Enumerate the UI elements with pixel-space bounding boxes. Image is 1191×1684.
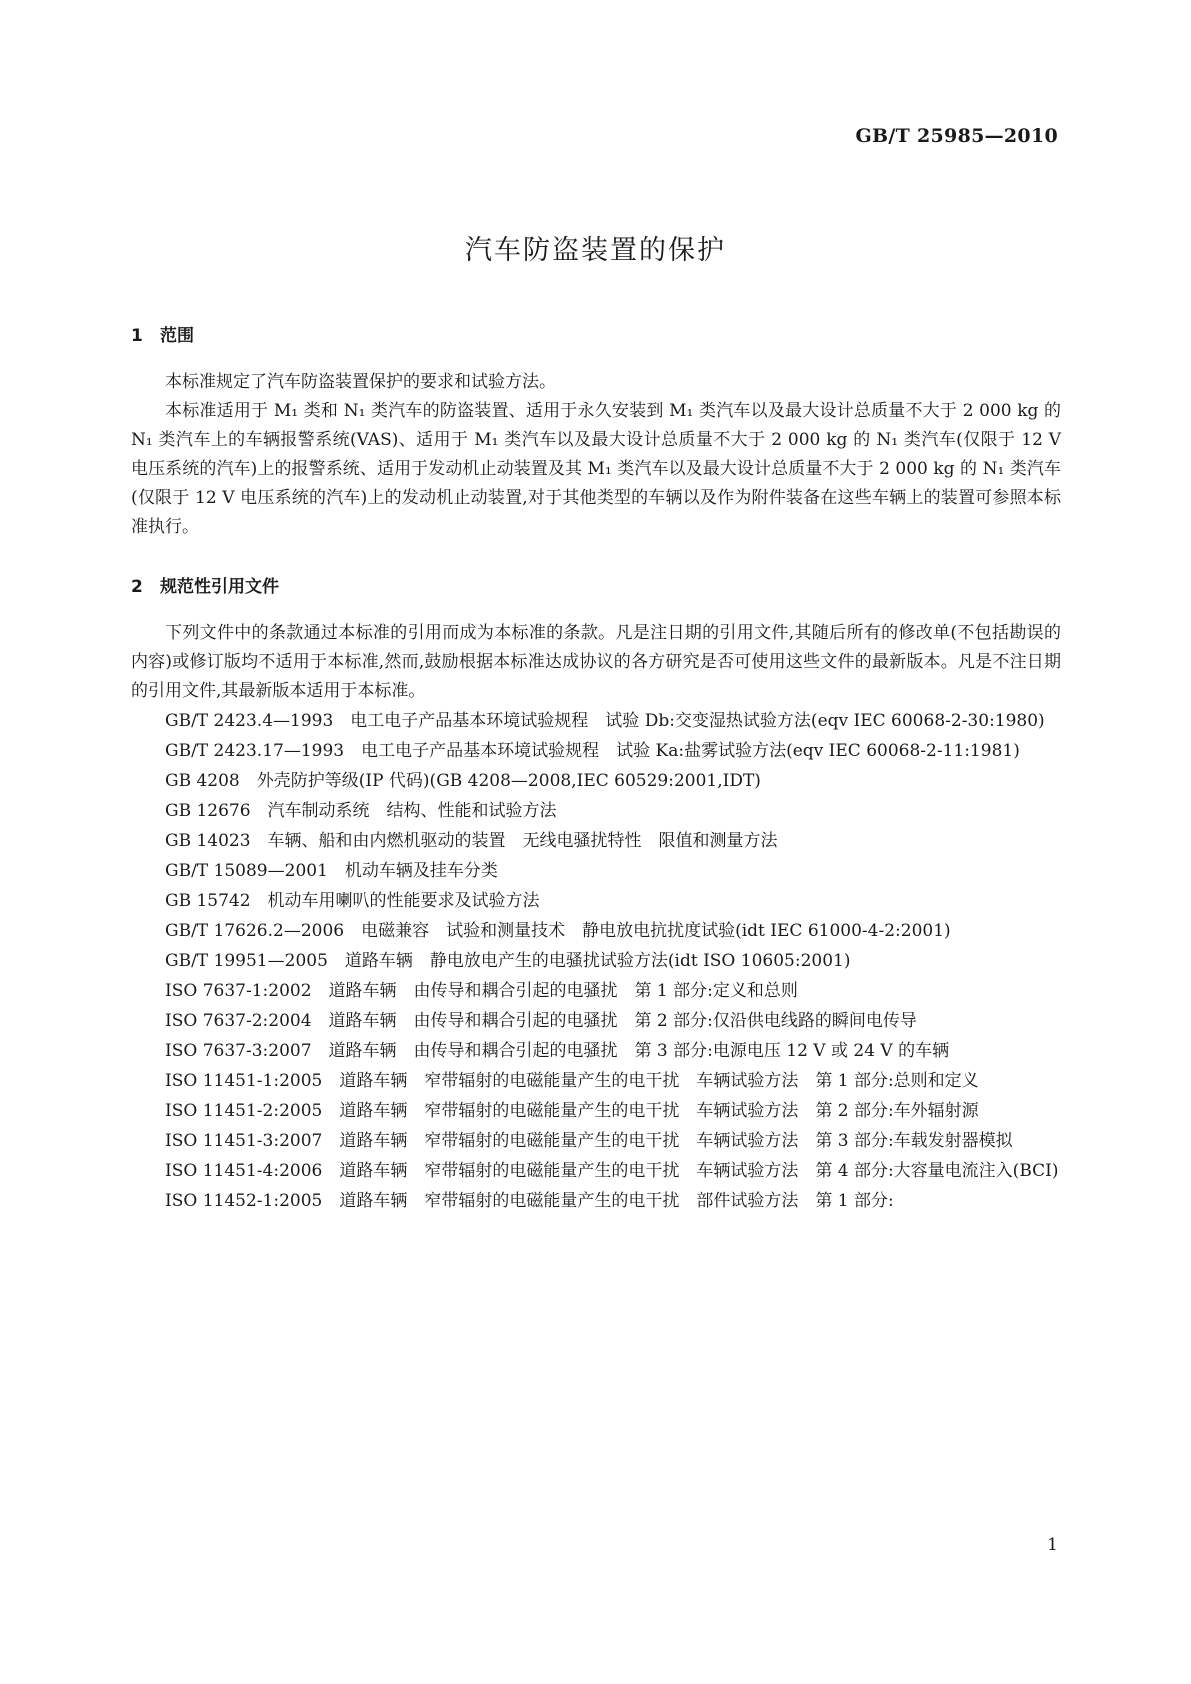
reference-item: GB/T 2423.17—1993 电工电子产品基本环境试验规程 试验 Ka:盐雾试验方法(eqv IEC 60068-2-11:1981) <box>165 741 1020 761</box>
reference-item: ISO 11451-4:2006 道路车辆 窄带辐射的电磁能量产生的电干扰 车辆试验方法 第 4 部分:大容量电流注入(BCI) <box>165 1161 1059 1181</box>
section-normative-references <box>131 573 1061 1216</box>
section-title: 规范性引用文件 <box>160 577 279 597</box>
reference-item: ISO 7637-3:2007 道路车辆 由传导和耦合引起的电骚扰 第 3 部分:电源电压 12 V 或 24 V 的车辆 <box>165 1041 950 1061</box>
page-number: 1 <box>1047 1535 1058 1555</box>
reference-item: GB/T 19951—2005 道路车辆 静电放电产生的电骚扰试验方法(idt ISO 10605:2001) <box>165 951 851 971</box>
paragraph: 本标准适用于 M₁ 类和 N₁ 类汽车的防盗装置、适用于永久安装到 M₁ 类汽车以及最大设计总质量不大于 2 000 kg 的 N₁ 类汽车上的车辆报警系统(VAS)、适用于 M₁ 类汽车以及最大设计总质量不大于 2 000 kg 的 N₁ 类汽车(仅限于 12 V 电压系统的汽车)上的报警系统、适用于发动机止动装置及其 M₁ 类汽车以及最大设计总质量不大于 2 000 kg 的 N₁ 类汽车(仅限于 12 V 电压系统的汽车)上的发动机止动装置,对于其他类型的车辆以及作为附件装备在这些车辆上的装置可参照本标准执行。 <box>131 401 1061 537</box>
section-number: 2 <box>131 577 143 597</box>
section-title: 范围 <box>160 326 194 346</box>
reference-item: GB 12676 汽车制动系统 结构、性能和试验方法 <box>165 801 557 821</box>
standard-code: GB/T 25985—2010 <box>855 125 1058 147</box>
reference-item: GB 4208 外壳防护等级(IP 代码)(GB 4208—2008,IEC 60529:2001,IDT) <box>165 771 761 791</box>
section-heading <box>131 322 1061 351</box>
reference-item: ISO 7637-2:2004 道路车辆 由传导和耦合引起的电骚扰 第 2 部分:仅沿供电线路的瞬间电传导 <box>165 1011 917 1031</box>
paragraph: 本标准规定了汽车防盗装置保护的要求和试验方法。 <box>165 372 556 392</box>
reference-item: ISO 7637-1:2002 道路车辆 由传导和耦合引起的电骚扰 第 1 部分:定义和总则 <box>165 981 798 1001</box>
reference-item: ISO 11451-1:2005 道路车辆 窄带辐射的电磁能量产生的电干扰 车辆试验方法 第 1 部分:总则和定义 <box>165 1071 979 1091</box>
document-title: 汽车防盗装置的保护 <box>465 235 726 266</box>
reference-item: GB/T 17626.2—2006 电磁兼容 试验和测量技术 静电放电抗扰度试验(idt IEC 61000-4-2:2001) <box>165 921 951 941</box>
section-heading <box>131 573 1061 602</box>
reference-item: GB 15742 机动车用喇叭的性能要求及试验方法 <box>165 891 540 911</box>
section-scope <box>131 322 1061 542</box>
reference-item: GB 14023 车辆、船和由内燃机驱动的装置 无线电骚扰特性 限值和测量方法 <box>165 831 778 851</box>
reference-item: GB/T 15089—2001 机动车辆及挂车分类 <box>165 861 498 881</box>
paragraph: 下列文件中的条款通过本标准的引用而成为本标准的条款。凡是注日期的引用文件,其随后所有的修改单(不包括勘误的内容)或修订版均不适用于本标准,然而,鼓励根据本标准达成协议的各方研究是否可使用这些文件的最新版本。凡是不注日期的引用文件,其最新版本适用于本标准。 <box>131 623 1061 701</box>
section-number: 1 <box>131 326 143 346</box>
reference-item: GB/T 2423.4—1993 电工电子产品基本环境试验规程 试验 Db:交变湿热试验方法(eqv IEC 60068-2-30:1980) <box>165 711 1045 731</box>
reference-item: ISO 11451-2:2005 道路车辆 窄带辐射的电磁能量产生的电干扰 车辆试验方法 第 2 部分:车外辐射源 <box>165 1101 979 1121</box>
reference-item: ISO 11452-1:2005 道路车辆 窄带辐射的电磁能量产生的电干扰 部件试验方法 第 1 部分: <box>165 1191 894 1211</box>
reference-item: ISO 11451-3:2007 道路车辆 窄带辐射的电磁能量产生的电干扰 车辆试验方法 第 3 部分:车载发射器模拟 <box>165 1131 1013 1151</box>
